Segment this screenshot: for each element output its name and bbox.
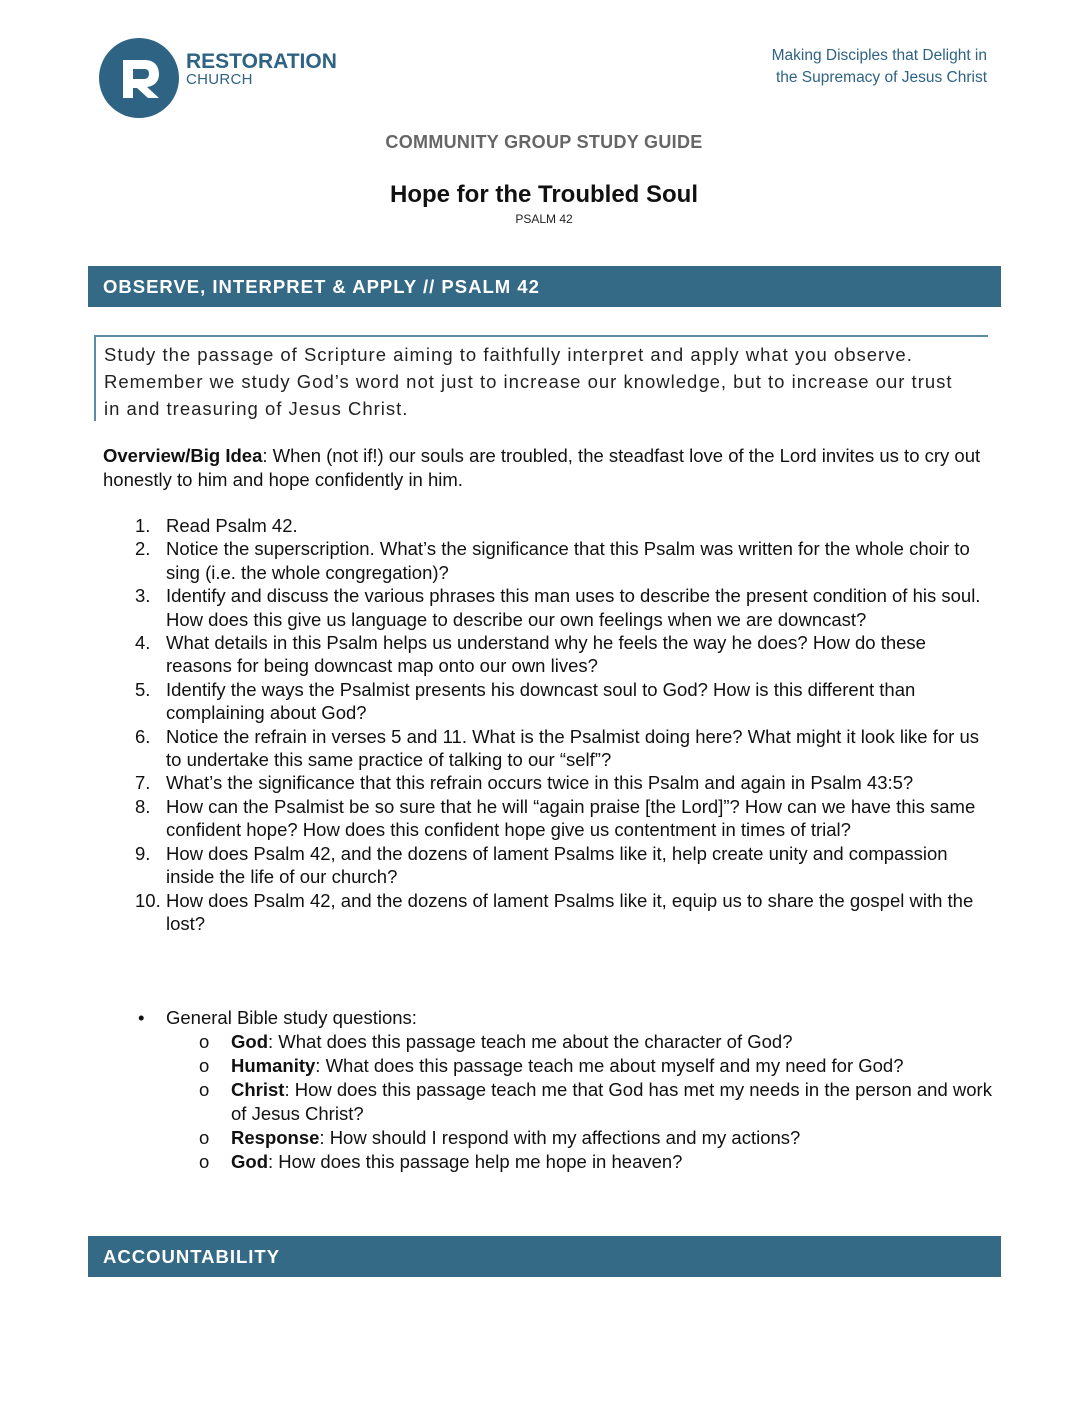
bullet-icon: • <box>138 1007 145 1028</box>
general-questions-label: General Bible study questions: <box>166 1007 417 1028</box>
circle-bullet-icon: o <box>199 1055 210 1076</box>
page-title: Hope for the Troubled Soul <box>390 181 698 208</box>
section-heading-observe: OBSERVE, INTERPRET & APPLY // PSALM 42 <box>88 266 1001 307</box>
circle-bullet-icon: o <box>199 1127 210 1148</box>
overview-label: Overview/Big Idea <box>103 445 263 466</box>
list-number: 7. <box>135 772 151 794</box>
list-number: 3. <box>135 585 151 607</box>
question-text: Notice the superscription. What’s the significance that this Psalm was written for the whole choir to sing (i.e. the whole congregation)? <box>166 538 970 583</box>
list-item <box>103 1126 993 1150</box>
intro-callout <box>94 335 988 421</box>
church-logo <box>99 38 339 120</box>
list-item <box>103 514 993 537</box>
list-item <box>103 889 993 936</box>
question-text: : What does this passage teach me about the character of God? <box>268 1031 793 1052</box>
list-number: 10. <box>135 889 161 911</box>
tagline-line1: Making Disciples that Delight in <box>771 47 987 64</box>
logo-name-line2: CHURCH <box>186 71 253 88</box>
circle-bullet-icon: o <box>199 1079 210 1100</box>
question-text: : How should I respond with my affections and my actions? <box>319 1127 801 1148</box>
list-number: 5. <box>135 678 151 700</box>
question-term: God <box>231 1151 268 1172</box>
general-questions-label-row <box>103 1006 993 1030</box>
circle-bullet-icon: o <box>199 1031 210 1052</box>
question-text: How does Psalm 42, and the dozens of lament Psalms like it, equip us to share the gospel with the lost? <box>166 889 974 934</box>
question-text: Identify and discuss the various phrases this man uses to describe the present condition of his soul. How does this give us language to describe our own feelings when we are downcast? <box>166 585 981 630</box>
question-text: : What does this passage teach me about myself and my need for God? <box>315 1055 904 1076</box>
list-item <box>103 1150 993 1174</box>
list-number: 1. <box>135 515 151 536</box>
list-number: 8. <box>135 795 151 817</box>
list-number: 6. <box>135 725 151 747</box>
question-text: Read Psalm 42. <box>166 515 298 536</box>
list-item <box>103 1078 993 1126</box>
list-item <box>103 631 993 678</box>
logo-name-line1: RESTORATION <box>186 50 337 73</box>
list-number: 2. <box>135 538 151 560</box>
circle-bullet-icon: o <box>199 1151 210 1172</box>
question-term: Humanity <box>231 1055 316 1076</box>
question-term: God <box>231 1031 268 1052</box>
section-heading-accountability: ACCOUNTABILITY <box>88 1236 1001 1277</box>
question-term: Christ <box>231 1079 285 1100</box>
general-questions-list <box>103 1030 993 1174</box>
list-item <box>103 1054 993 1078</box>
tagline-line2: the Supremacy of Jesus Christ <box>775 69 987 86</box>
question-term: Response <box>231 1127 320 1148</box>
list-number: 9. <box>135 842 151 864</box>
question-text: Identify the ways the Psalmist presents his downcast soul to God? How is this different than complaining about God? <box>166 678 916 724</box>
r-letter-icon <box>99 38 179 118</box>
question-text: What details in this Psalm helps us understand why he feels the way he does? How do these reasons for being downcast map onto our own lives? <box>166 632 926 677</box>
question-text: How does Psalm 42, and the dozens of lament Psalms like it, help create unity and compassion inside the life of our church? <box>166 842 948 888</box>
overview-text: : When (not if!) our souls are troubled, the steadfast love of the Lord invites us to cry out honestly to him and hope confidently in him. <box>103 445 981 490</box>
list-item <box>103 584 993 631</box>
question-text: : How does this passage help me hope in heaven? <box>268 1151 683 1172</box>
question-text: : How does this passage teach me that God has met my needs in the person and work of Jesus Christ? <box>231 1079 992 1124</box>
church-tagline <box>772 45 987 89</box>
overview-paragraph <box>103 444 993 492</box>
general-questions <box>103 1006 993 1174</box>
list-item <box>103 678 993 725</box>
list-item <box>103 795 993 842</box>
intro-text: Study the passage of Scripture aiming to faithfully interpret and apply what you observe. Remember we study God’s word not just to increase our knowledge, but to increase our trust in and treasuring of Jesus Christ. <box>104 344 953 419</box>
list-number: 4. <box>135 632 151 654</box>
question-text: Notice the refrain in verses 5 and 11. What is the Psalmist doing here? What might it look like for us to undertake this same practice of talking to our “self”? <box>166 725 980 771</box>
list-item <box>103 1030 993 1054</box>
question-text: What’s the significance that this refrain occurs twice in this Psalm and again in Psalm 43:5? <box>166 772 914 794</box>
guide-label: COMMUNITY GROUP STUDY GUIDE <box>385 132 703 152</box>
list-item <box>103 842 993 889</box>
list-item <box>103 771 993 794</box>
page-subtitle: PSALM 42 <box>515 212 573 226</box>
question-list <box>103 514 993 935</box>
list-item <box>103 537 993 584</box>
list-item <box>103 725 993 772</box>
question-text: How can the Psalmist be so sure that he will “again praise [the Lord]”? How can we have this same confident hope? How does this confident hope give us contentment in times of trial? <box>166 795 976 841</box>
